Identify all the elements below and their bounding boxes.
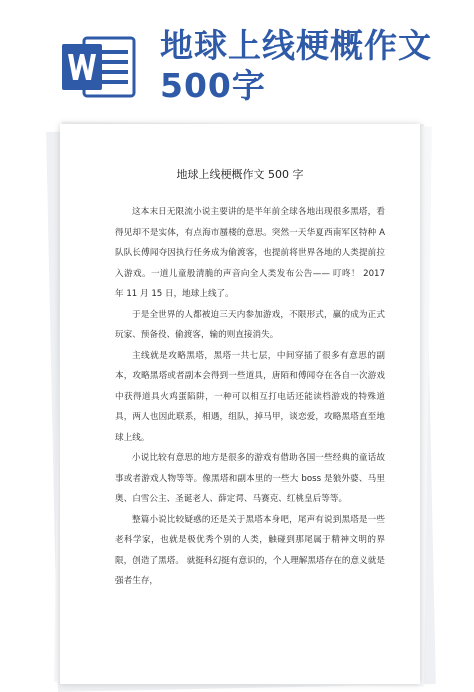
paragraph: 这本末日无限流小说主要讲的是半年前全球各地出现很多黑塔，看得见却不是实体，有点海市蜃楼的意思。突然一天华夏西南军区特种 A 队队长傅闻夺因执行任务成为偷渡客，也提前将世界各地的人类提前拉入游戏。一道儿童般清脆的声音向全人类发布公告—— 叮咚！ 2017 年 11 月 15 日，地球上线了。 bbox=[115, 207, 385, 299]
header-title-line1: 地球上线梗概作文 bbox=[160, 26, 432, 65]
paragraph: 小说比较有意思的地方是很多的游戏有借助各国一些经典的童话故事或者游戏人物等等。像黑塔和副本里的一些大 boss 是狼外婆、马里奥、白雪公主、圣诞老人、薛定谔、马赛克、红桃皇后等等。 bbox=[115, 453, 385, 504]
page-header bbox=[0, 0, 474, 118]
paragraph: 整篇小说比较疑惑的还是关于黑塔本身吧，尾声有说到黑塔是一些老科学家，也就是极优秀个别的人类，触碰到那尾属于精神文明的界限，创造了黑塔。 就挺科幻挺有意识的，个人理解黑塔存在的意义就是强者生存， bbox=[115, 514, 385, 586]
document-body bbox=[115, 202, 385, 592]
word-icon bbox=[62, 36, 136, 98]
document-title: 地球上线梗概作文 500 字 bbox=[176, 168, 304, 181]
paragraph: 于是全世界的人都被迫三天内参加游戏，不限形式，赢的成为正式玩家、预备役、偷渡客，输的则直接消失。 bbox=[115, 309, 385, 340]
paragraph: 主线就是攻略黑塔，黑塔一共七层，中间穿插了很多有意思的副本，攻略黑塔或者副本会得到一些道具，唐陌和傅闻夺在各自一次游戏中获得道具火鸡蛋陷阱，一种可以相互打电话还能读档游戏的特殊道具，两人也因此联系，相遇，组队，掉马甲，谈恋爱，攻略黑塔直至地球上线。 bbox=[115, 350, 385, 443]
document-page bbox=[60, 124, 420, 684]
header-title-line2: 500字 bbox=[160, 66, 266, 105]
header-title bbox=[160, 26, 460, 106]
